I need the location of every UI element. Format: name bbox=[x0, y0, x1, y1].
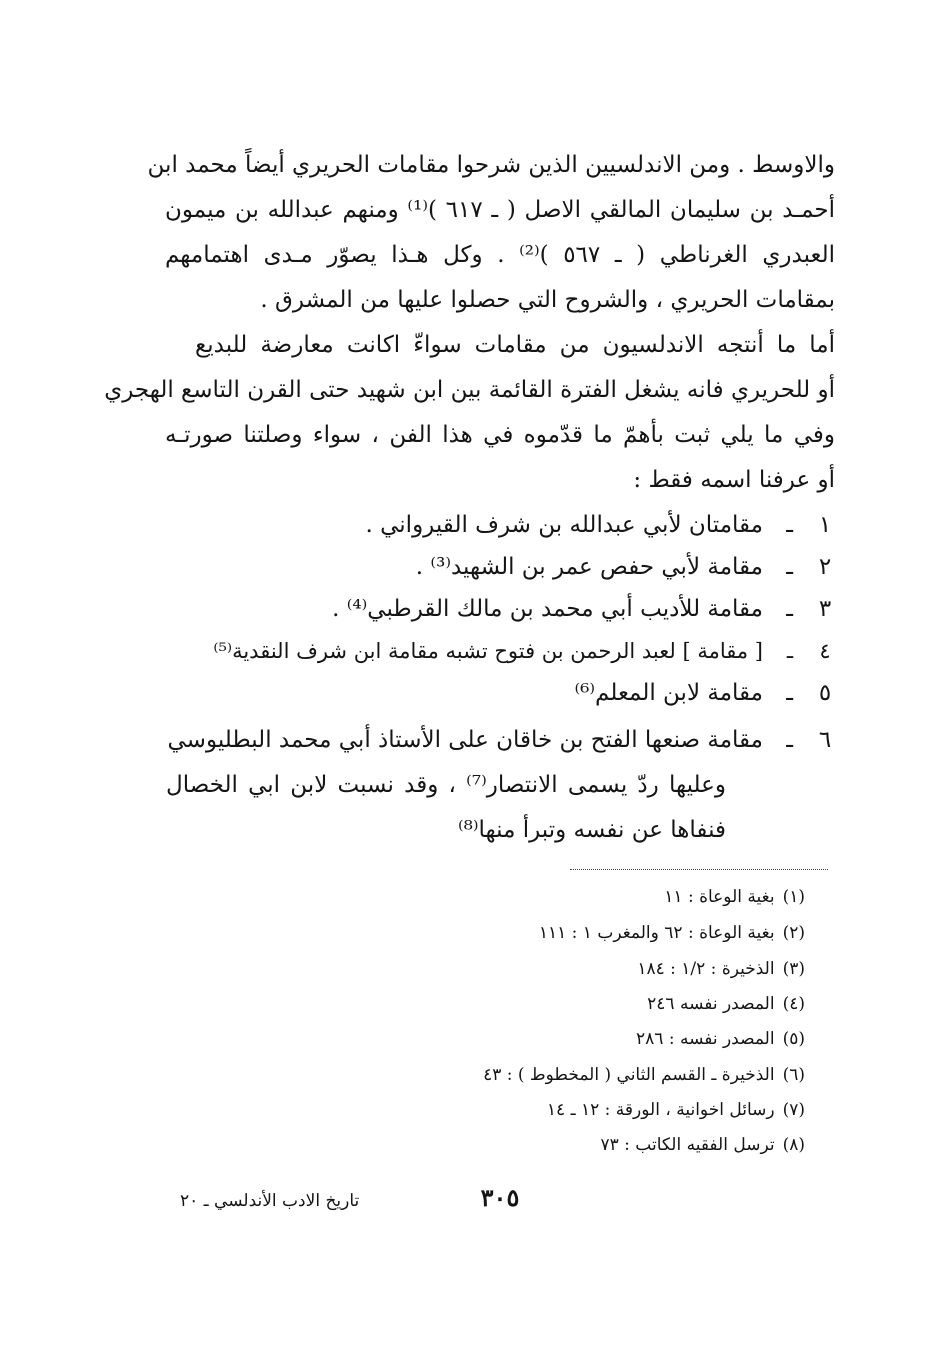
list-item-1 bbox=[165, 503, 835, 547]
list-item-6-continuation-2: فنفاها عن نفسه وتبرأ منها⁽⁸⁾ bbox=[457, 817, 726, 843]
list-item-6-continuation-1: وعليها ردّ يسمى الانتصار⁽⁷⁾ ، وقد نسبت لابن ابي الخصال bbox=[166, 772, 726, 798]
footnote-number: (٧) bbox=[782, 1100, 805, 1120]
footnote-number: (٨) bbox=[782, 1135, 805, 1155]
page-number: ٣٠٥ bbox=[480, 1183, 520, 1212]
list-item-text: مقامة للأديب أبي محمد بن مالك القرطبي⁽⁴⁾ . bbox=[332, 596, 763, 622]
footnote-text: بغية الوعاة : ١١ bbox=[664, 887, 775, 907]
list-item-4 bbox=[165, 629, 835, 673]
list-item-text: مقامتان لأبي عبدالله بن شرف القيرواني . bbox=[365, 512, 763, 538]
list-item-text: مقامة صنعها الفتح بن خاقان على الأستاذ أبي محمد البطليوسي bbox=[167, 727, 763, 753]
running-footer: تاريخ الادب الأندلسي ـ ٢٠ bbox=[180, 1191, 360, 1211]
footnote-text: المصدر نفسه ٢٤٦ bbox=[647, 994, 775, 1014]
paragraph-1-line-3: العبدري الغرناطي ( ـ ٥٦٧ )⁽²⁾ . وكل هـذا يصوّر مـدى اهتمامهم bbox=[165, 242, 836, 268]
list-item-number: ٥ bbox=[818, 680, 832, 706]
paragraph-2-line-1: أما ما أنتجه الاندلسيون من مقامات سواءّ اكانت معارضة للبديع bbox=[195, 332, 835, 358]
footnote-6 bbox=[483, 1058, 805, 1092]
list-item-3 bbox=[165, 587, 835, 631]
list-item-number: ٣ bbox=[818, 596, 832, 622]
footnote-3 bbox=[637, 952, 805, 986]
footnote-number: (٣) bbox=[782, 959, 805, 979]
list-item-number: ٦ bbox=[818, 727, 832, 753]
footnote-5 bbox=[636, 1022, 805, 1056]
footnote-text: الذخيرة ـ القسم الثاني ( المخطوط ) : ٤٣ bbox=[483, 1065, 775, 1085]
footnote-text: بغية الوعاة : ٦٢ والمغرب ١ : ١١١ bbox=[538, 923, 775, 943]
list-item-dash: ـ bbox=[786, 554, 793, 580]
list-item-6 bbox=[165, 718, 835, 762]
footnote-number: (١) bbox=[782, 887, 805, 907]
list-item-dash: ـ bbox=[786, 680, 793, 706]
footnote-number: (٥) bbox=[782, 1029, 805, 1049]
list-item-number: ٢ bbox=[818, 554, 832, 580]
footnote-number: (٦) bbox=[782, 1065, 805, 1085]
footnote-text: المصدر نفسه : ٢٨٦ bbox=[636, 1029, 775, 1049]
paragraph-2-line-3: وفي ما يلي ثبت بأهمّ ما قدّموه في هذا الفن ، سواء وصلتنا صورتـه bbox=[165, 422, 835, 448]
paragraph-2-line-4: أو عرفنا اسمه فقط : bbox=[633, 467, 835, 493]
list-item-dash: ـ bbox=[786, 639, 793, 663]
list-item-dash: ـ bbox=[786, 512, 793, 538]
list-item-2 bbox=[165, 545, 835, 589]
footnote-number: (٤) bbox=[782, 994, 805, 1014]
footnote-4 bbox=[647, 987, 805, 1021]
paragraph-2-line-2: أو للحريري فانه يشغل الفترة القائمة بين ابن شهيد حتى القرن التاسع الهجري bbox=[104, 377, 835, 403]
footnote-7 bbox=[547, 1093, 805, 1127]
list-item-dash: ـ bbox=[786, 596, 793, 622]
list-item-5 bbox=[165, 671, 835, 715]
paragraph-1-line-4: بمقامات الحريري ، والشروح التي حصلوا عليها من المشرق . bbox=[260, 287, 835, 313]
list-item-text: [ مقامة ] لعبد الرحمن بن فتوح تشبه مقامة ابن شرف النقدية⁽⁵⁾ bbox=[213, 639, 763, 663]
footnote-separator bbox=[570, 869, 828, 870]
list-item-dash: ـ bbox=[786, 727, 793, 753]
footnote-number: (٢) bbox=[782, 923, 805, 943]
footnote-text: رسائل اخوانية ، الورقة : ١٢ ـ ١٤ bbox=[546, 1100, 775, 1120]
list-item-text: مقامة لابن المعلم⁽⁶⁾ bbox=[574, 680, 763, 706]
footnote-2 bbox=[539, 916, 805, 950]
footnote-text: ترسل الفقيه الكاتب : ٧٣ bbox=[600, 1135, 775, 1155]
list-item-number: ١ bbox=[818, 512, 832, 538]
list-item-number: ٤ bbox=[819, 639, 831, 663]
paragraph-1-line-1: والاوسط . ومن الاندلسيين الذين شرحوا مقامات الحريري أيضاً محمد ابن bbox=[147, 152, 835, 178]
list-item-text: مقامة لأبي حفص عمر بن الشهيد⁽³⁾ . bbox=[415, 554, 763, 580]
paragraph-1-line-2: أحمـد بن سليمان المالقي الاصل ( ـ ٦١٧ )⁽¹⁾ ومنهم عبدالله بن ميمون bbox=[165, 197, 835, 223]
footnote-8 bbox=[600, 1128, 805, 1162]
footnote-text: الذخيرة : ١/٢ : ١٨٤ bbox=[637, 959, 775, 979]
footnote-1 bbox=[664, 880, 805, 914]
